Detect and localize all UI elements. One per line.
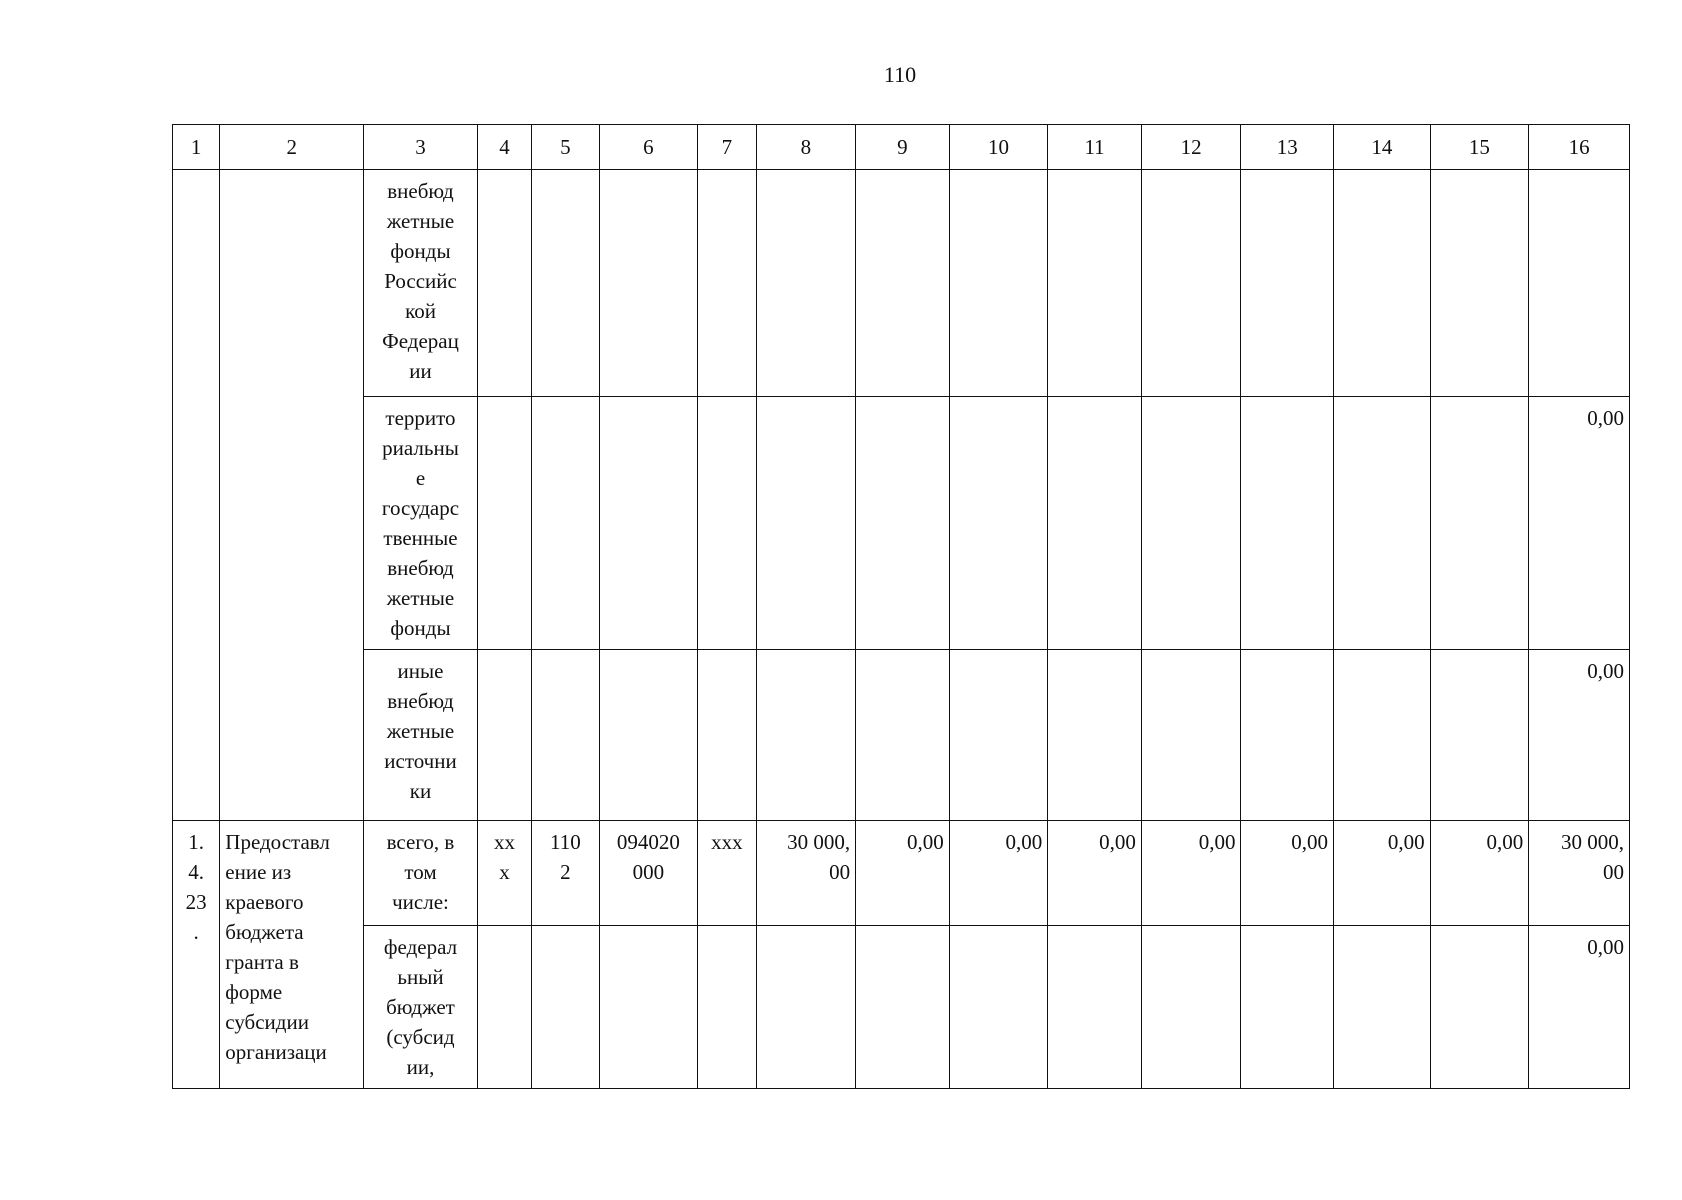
table-row xyxy=(173,650,1630,821)
table-cell xyxy=(1241,650,1334,821)
table-cell xyxy=(1529,170,1630,397)
item-number-cell: 1. 4. 23 . xyxy=(173,821,220,1089)
table-cell xyxy=(599,926,698,1089)
table-cell xyxy=(756,397,856,650)
header-cell: 8 xyxy=(756,125,856,170)
header-cell: 4 xyxy=(477,125,531,170)
table-cell xyxy=(220,170,364,821)
header-cell: 1 xyxy=(173,125,220,170)
table-cell: 094020 000 xyxy=(599,821,698,926)
value-cell: 0,00 xyxy=(949,821,1048,926)
table-cell xyxy=(532,650,599,821)
value-cell: 30 000, 00 xyxy=(1529,821,1630,926)
table-cell xyxy=(1141,397,1241,650)
value-cell: 0,00 xyxy=(856,821,950,926)
value-cell: 0,00 xyxy=(1141,821,1241,926)
header-cell: 10 xyxy=(949,125,1048,170)
item-description-cell: Предоставл ение из краевого бюджета гранта в форме субсидии организаци xyxy=(220,821,364,1089)
table-cell xyxy=(1430,650,1529,821)
table-cell xyxy=(1241,397,1334,650)
table-header-row xyxy=(173,125,1630,170)
table-cell xyxy=(1048,397,1142,650)
table-cell xyxy=(1334,397,1431,650)
header-cell: 12 xyxy=(1141,125,1241,170)
header-cell: 6 xyxy=(599,125,698,170)
budget-table xyxy=(172,124,1630,1089)
table-cell xyxy=(856,650,950,821)
table-cell: ххх xyxy=(698,821,756,926)
funding-source-cell: федерал ьный бюджет (субсид ии, xyxy=(364,926,478,1089)
funding-source-cell: внебюд жетные фонды Российс кой Федерац ии xyxy=(364,170,478,397)
table-cell xyxy=(1241,926,1334,1089)
table-cell xyxy=(756,650,856,821)
funding-source-cell: террито риальны е государс твенные внебюд жетные фонды xyxy=(364,397,478,650)
value-cell: 0,00 xyxy=(1529,926,1630,1089)
header-cell: 14 xyxy=(1334,125,1431,170)
table-cell xyxy=(1430,926,1529,1089)
table-row xyxy=(173,926,1630,1089)
table-cell xyxy=(477,397,531,650)
table-cell xyxy=(1048,170,1142,397)
table-row xyxy=(173,170,1630,397)
value-cell: 30 000, 00 xyxy=(756,821,856,926)
table-cell xyxy=(698,170,756,397)
table-cell xyxy=(599,170,698,397)
value-cell: 0,00 xyxy=(1334,821,1431,926)
table-cell xyxy=(949,650,1048,821)
table-cell xyxy=(856,926,950,1089)
funding-source-cell: иные внебюд жетные источни ки xyxy=(364,650,478,821)
value-cell: 0,00 xyxy=(1048,821,1142,926)
table-cell xyxy=(1241,170,1334,397)
header-cell: 16 xyxy=(1529,125,1630,170)
table-cell xyxy=(698,397,756,650)
header-cell: 13 xyxy=(1241,125,1334,170)
table-cell xyxy=(532,170,599,397)
header-cell: 9 xyxy=(856,125,950,170)
table-cell xyxy=(532,926,599,1089)
table-cell xyxy=(756,926,856,1089)
value-cell: 0,00 xyxy=(1430,821,1529,926)
header-cell: 2 xyxy=(220,125,364,170)
header-cell: 11 xyxy=(1048,125,1142,170)
value-cell: 0,00 xyxy=(1529,397,1630,650)
header-cell: 5 xyxy=(532,125,599,170)
table-cell xyxy=(756,170,856,397)
table-cell: 110 2 xyxy=(532,821,599,926)
table-row xyxy=(173,821,1630,926)
table-cell xyxy=(599,397,698,650)
table-cell xyxy=(856,397,950,650)
table-cell xyxy=(698,650,756,821)
table-cell xyxy=(1430,170,1529,397)
table-cell: хх х xyxy=(477,821,531,926)
table-cell xyxy=(1048,650,1142,821)
table-cell xyxy=(949,397,1048,650)
table-cell xyxy=(1141,650,1241,821)
table-cell xyxy=(1141,926,1241,1089)
header-cell: 15 xyxy=(1430,125,1529,170)
table-cell xyxy=(1430,397,1529,650)
value-cell: 0,00 xyxy=(1529,650,1630,821)
table-cell xyxy=(477,926,531,1089)
table-cell xyxy=(1141,170,1241,397)
table-cell xyxy=(1048,926,1142,1089)
header-cell: 3 xyxy=(364,125,478,170)
table-cell xyxy=(599,650,698,821)
table-cell xyxy=(698,926,756,1089)
table-cell xyxy=(477,650,531,821)
table-cell xyxy=(856,170,950,397)
table-cell xyxy=(1334,926,1431,1089)
table-cell xyxy=(532,397,599,650)
table-cell xyxy=(1334,170,1431,397)
table-cell xyxy=(477,170,531,397)
table-cell xyxy=(1334,650,1431,821)
table-cell xyxy=(949,170,1048,397)
table-cell xyxy=(949,926,1048,1089)
table-row xyxy=(173,397,1630,650)
value-cell: 0,00 xyxy=(1241,821,1334,926)
header-cell: 7 xyxy=(698,125,756,170)
page-number: 110 xyxy=(883,62,917,87)
table-cell xyxy=(173,170,220,821)
funding-source-cell: всего, в том числе: xyxy=(364,821,478,926)
